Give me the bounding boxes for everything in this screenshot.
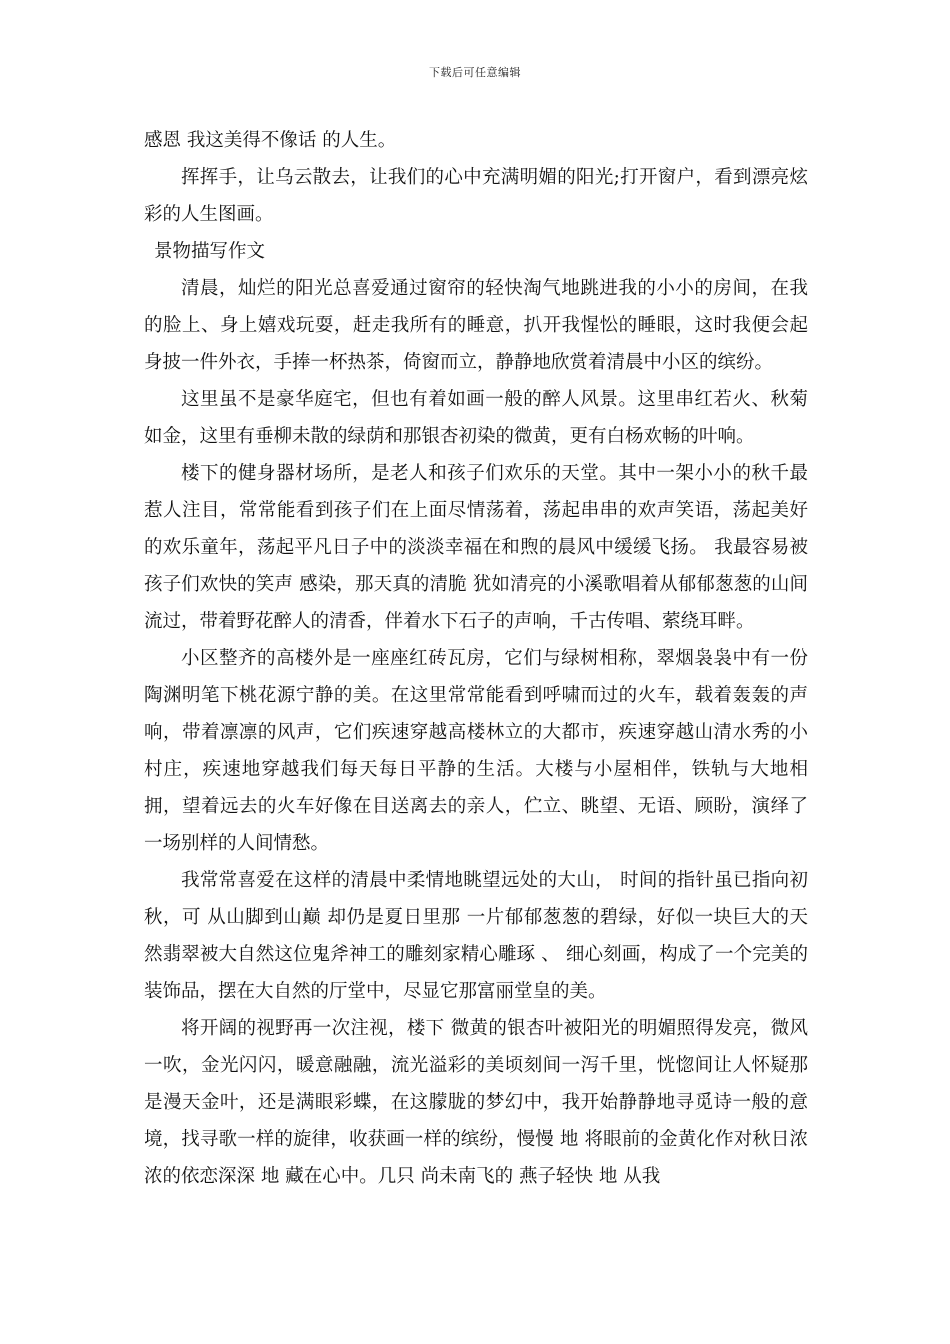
section-heading: 景物描写作文 [154,241,266,262]
paragraph-mountain: 我常常喜爱在这样的清晨中柔情地眺望远处的大山， 时间的指针虽已指向初秋，可 从山脚到山巅 却仍是夏日里那 一片郁郁葱葱的碧绿，好似一块巨大的天然翡翠被大自然这位鬼斧神工的雕刻家精心雕琢 、 细心刻画，构成了一个完美的装饰品，摆在大自然的厅堂中，尽显它那富丽堂皇的美。 [144,870,808,1002]
paragraph-gratitude: 感恩 我这美得不像话 的人生。 [144,130,397,151]
paragraph-train: 小区整齐的高楼外是一座座红砖瓦房，它们与绿树相称，翠烟袅袅中有一份陶渊明笔下桃花源宁静的美。在这里常常能看到呼啸而过的火车，载着轰轰的声响，带着凛凛的风声，它们疾速穿越高楼林立的大都市，疾速穿越山清水秀的小村庄，疾速地穿越我们每天每日平静的生活。大楼与小屋相伴，铁轨与大地相拥，望着远去的火车好像在目送离去的亲人，伫立、眺望、无语、顾盼，演绎了一场别样的人间情愁。 [144,648,808,854]
paragraph-wave-hand: 挥挥手，让乌云散去，让我们的心中充满明媚的阳光;打开窗户，看到漂亮炫彩的人生图画。 [144,167,808,225]
document-body [144,122,808,1195]
paragraph-playground: 楼下的健身器材场所，是老人和孩子们欢乐的天堂。其中一架小小的秋千最惹人注目，常常能看到孩子们在上面尽情荡着，荡起串串的欢声笑语，荡起美好的欢乐童年，荡起平凡日子中的淡淡幸福在和煦的晨风中缓缓飞扬。 我最容易被 孩子们欢快的笑声 感染，那天真的清脆 犹如清亮的小溪歌唱着从郁郁葱葱的山间流过，带着野花醉人的清香，伴着水下石子的声响，千古传唱、萦绕耳畔。 [144,463,808,632]
paragraph-morning: 清晨，灿烂的阳光总喜爱通过窗帘的轻快淘气地跳进我的小小的房间，在我的脸上、身上嬉戏玩耍，赶走我所有的睡意，扒开我惺忪的睡眼，这时我便会起身披一件外衣，手捧一杯热茶，倚窗而立，静静地欣赏着清晨中小区的缤纷。 [144,278,808,373]
paragraph-ginkgo: 将开阔的视野再一次注视，楼下 微黄的银杏叶被阳光的明媚照得发亮，微风一吹，金光闪闪，暖意融融，流光溢彩的美顷刻间一泻千里，恍惚间让人怀疑那是漫天金叶，还是满眼彩蝶，在这朦胧的梦幻中，我开始静静地寻觅诗一般的意境，找寻歌一样的旋律，收获画一样的缤纷，慢慢 地 将眼前的金黄化作对秋日浓浓的依恋深深 地 藏在心中。几只 尚未南飞的 燕子轻快 地 从我 [144,1018,808,1187]
page-header: 下载后可任意编辑 [429,66,521,79]
paragraph-scenery: 这里虽不是豪华庭宅，但也有着如画一般的醉人风景。这里串红若火、秋菊如金，这里有垂柳未散的绿荫和那银杏初染的微黄，更有白杨欢畅的叶响。 [144,389,808,447]
